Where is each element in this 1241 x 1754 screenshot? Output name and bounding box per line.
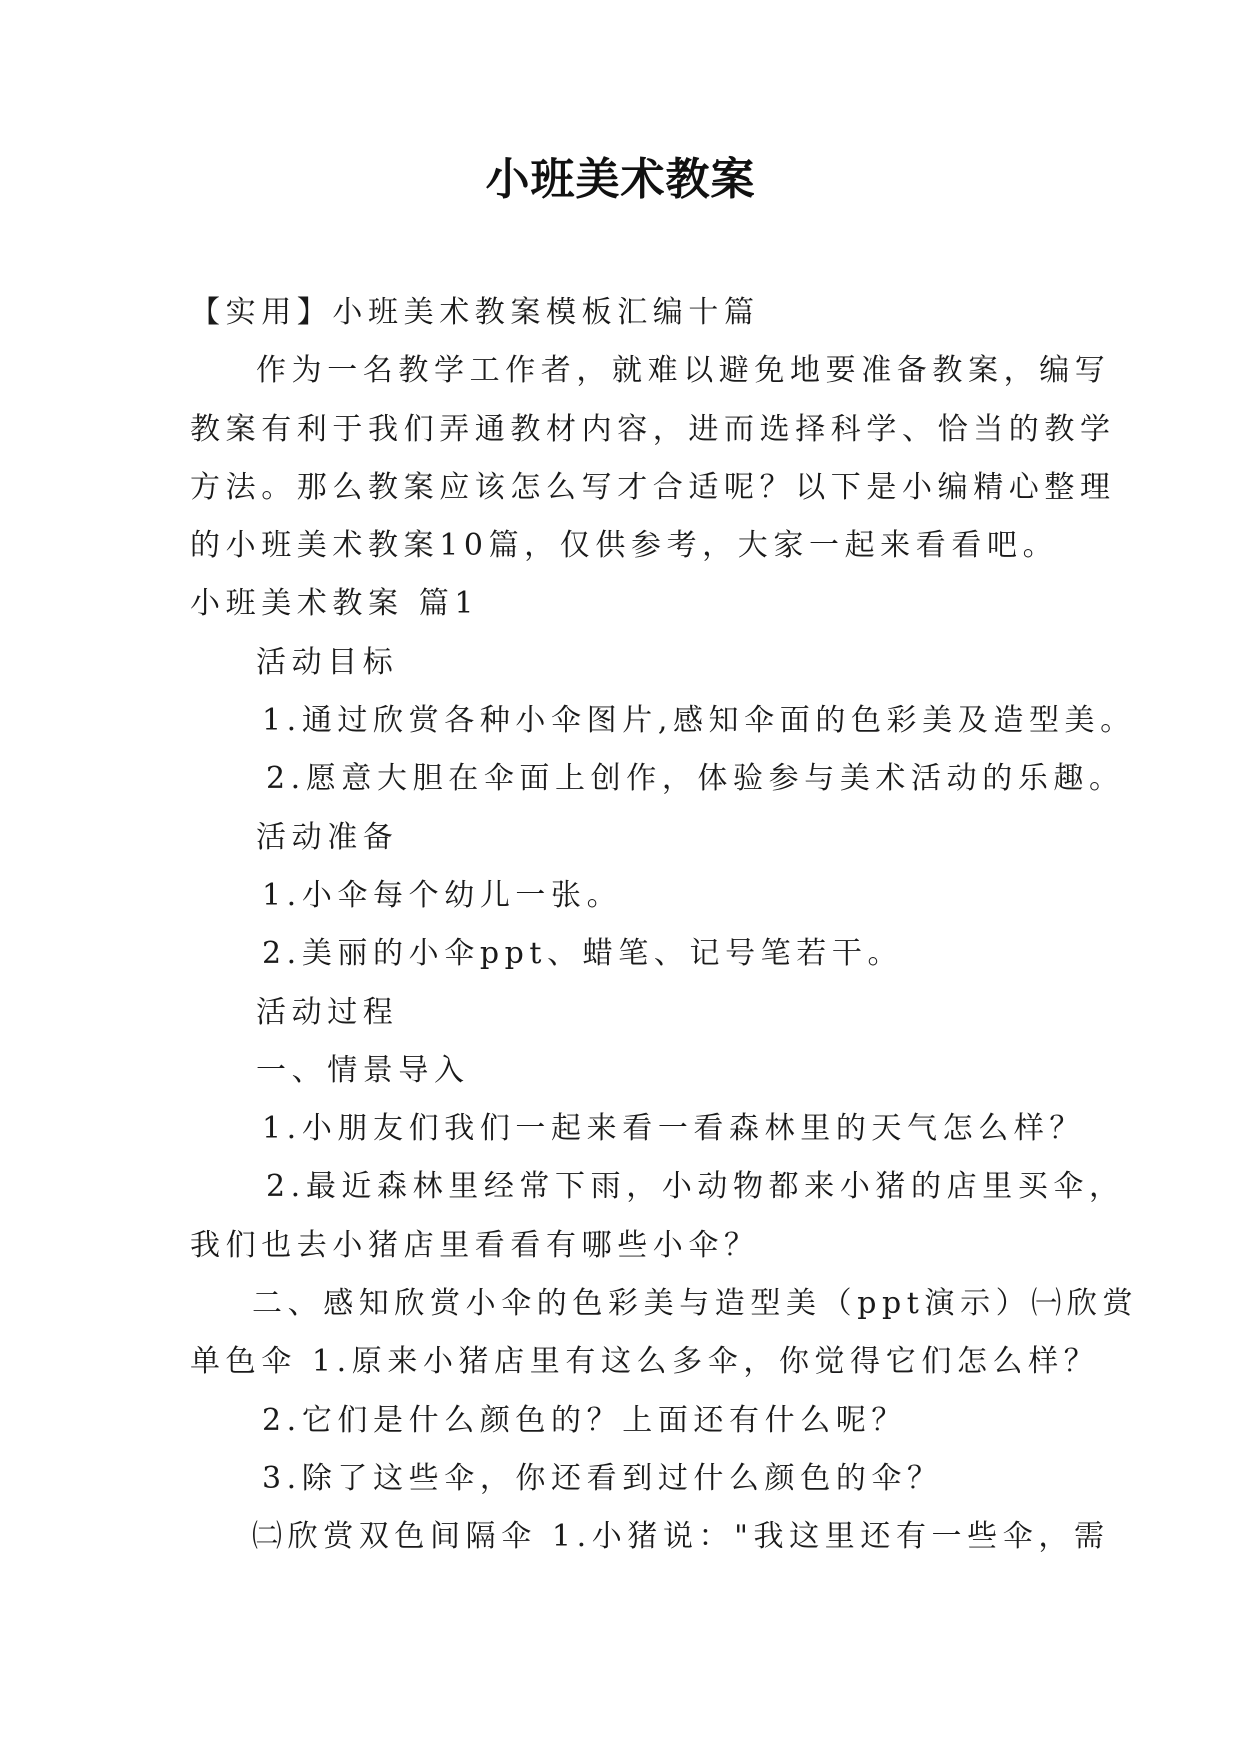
activity-process-heading: 活动过程 bbox=[256, 994, 399, 1030]
process-item-2-line-1: 2.最近森林里经常下雨，小动物都来小猪的店里买伞， bbox=[266, 1169, 1125, 1205]
prep-item-2: 2.美丽的小伞ppt、蜡笔、记号笔若干。 bbox=[262, 936, 904, 972]
document-title: 小班美术教案 bbox=[485, 154, 756, 205]
document-body bbox=[190, 284, 1139, 1567]
process-step-2-line-2: 单色伞 1.原来小猪店里有这么多伞，你觉得它们怎么样？ bbox=[190, 1344, 1100, 1380]
activity-goals-heading: 活动目标 bbox=[256, 644, 399, 680]
prep-item-1: 1.小伞每个幼儿一张。 bbox=[262, 877, 623, 913]
process-item-2-line-2: 我们也去小猪店里看看有哪些小伞？ bbox=[190, 1227, 760, 1263]
goal-item-2: 2.愿意大胆在伞面上创作，体验参与美术活动的乐趣。 bbox=[266, 761, 1125, 797]
intro-line-4: 的小班美术教案10篇，仅供参考，大家一起来看看吧。 bbox=[190, 528, 1059, 564]
subtitle-line: 【实用】小班美术教案模板汇编十篇 bbox=[190, 295, 760, 330]
process-item-1: 1.小朋友们我们一起来看一看森林里的天气怎么样？ bbox=[262, 1111, 1086, 1147]
process-item-3: 2.它们是什么颜色的？上面还有什么呢？ bbox=[262, 1402, 908, 1438]
process-step-2b-line-1: ㈡欣赏双色间隔伞 1.小猪说："我这里还有一些伞，需 bbox=[252, 1519, 1110, 1555]
activity-prep-heading: 活动准备 bbox=[256, 819, 399, 855]
intro-line-3: 方法。那么教案应该怎么写才合适呢？以下是小编精心整理 bbox=[190, 469, 1116, 505]
process-step-2-line-1: 二、感知欣赏小伞的色彩美与造型美（ppt演示）㈠欣赏 bbox=[252, 1286, 1139, 1322]
intro-line-2: 教案有利于我们弄通教材内容，进而选择科学、恰当的教学 bbox=[190, 411, 1116, 447]
intro-line-1: 作为一名教学工作者，就难以避免地要准备教案，编写 bbox=[256, 353, 1111, 389]
process-step-1-heading: 一、情景导入 bbox=[256, 1052, 470, 1088]
goal-item-1: 1.通过欣赏各种小伞图片,感知伞面的色彩美及造型美。 bbox=[262, 703, 1136, 739]
section-heading: 小班美术教案 篇1 bbox=[190, 586, 480, 622]
process-item-4: 3.除了这些伞，你还看到过什么颜色的伞？ bbox=[262, 1460, 943, 1496]
